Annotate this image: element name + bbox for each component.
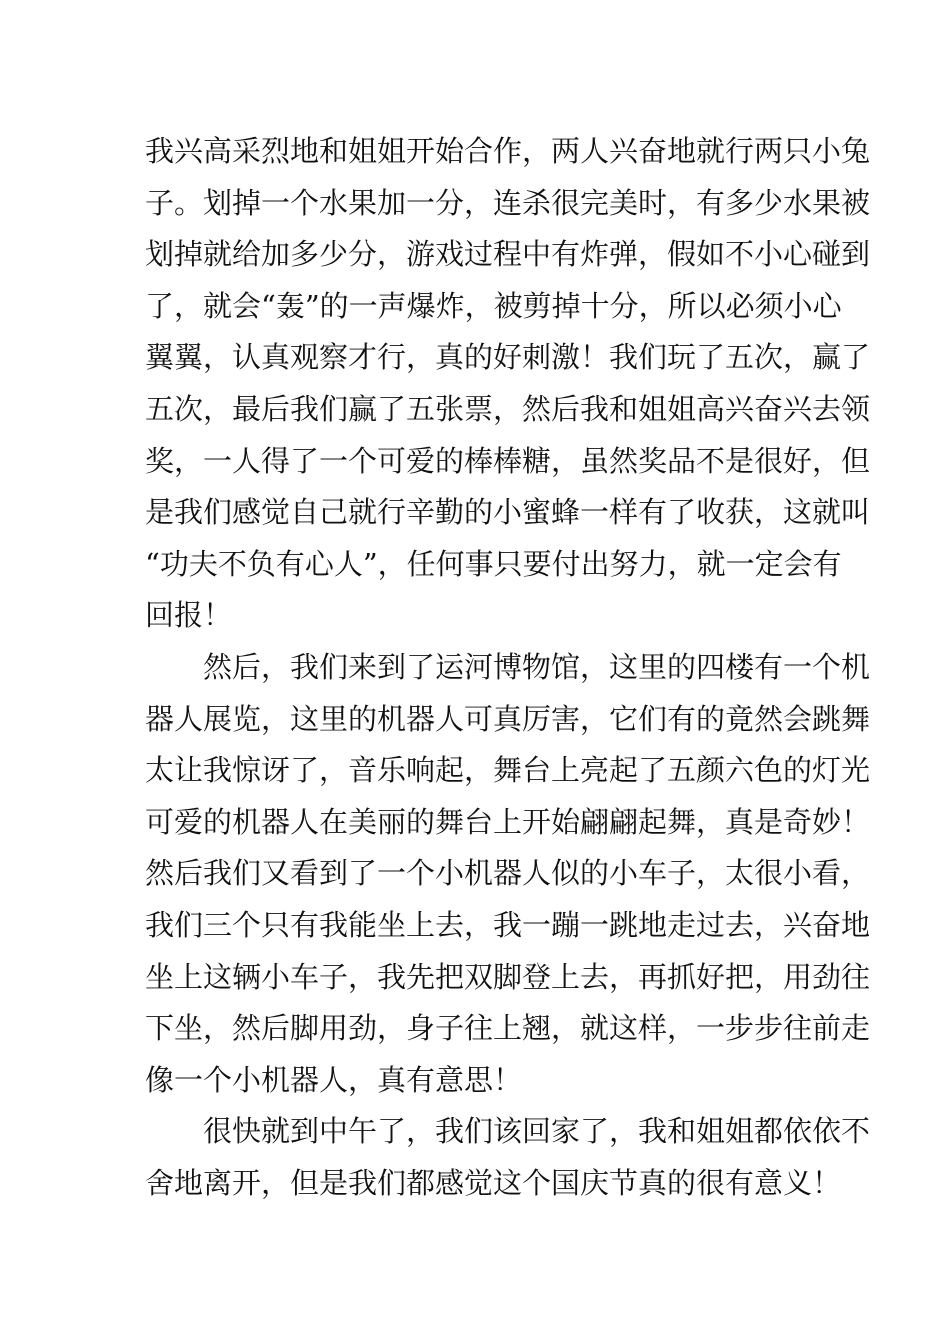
text-line: 下坐，然后脚用劲，身子往上翘，就这样，一步步往前走 <box>145 1011 871 1046</box>
text-line: 奖，一人得了一个可爱的棒棒糖，虽然奖品不是很好，但 <box>145 443 871 478</box>
body-text <box>145 126 871 1209</box>
text-line: 像一个小机器人，真有意思！ <box>145 1062 523 1097</box>
text-line: 很快就到中午了，我们该回家了，我和姐姐都依依不 <box>203 1114 871 1149</box>
text-line: 我们三个只有我能坐上去，我一蹦一跳地走过去，兴奋地 <box>145 907 871 942</box>
text-line: 然后，我们来到了运河博物馆，这里的四楼有一个机 <box>203 649 871 684</box>
text-line: 五次，最后我们赢了五张票，然后我和姐姐高兴奋兴去领 <box>145 391 871 426</box>
text-line: 可爱的机器人在美丽的舞台上开始翩翩起舞，真是奇妙！ <box>145 804 871 839</box>
text-line: 了，就会“轰”的一声爆炸，被剪掉十分，所以必须小心 <box>145 288 842 323</box>
text-line: 坐上这辆小车子，我先把双脚登上去，再抓好把，用劲往 <box>145 959 871 994</box>
text-line: 划掉就给加多少分，游戏过程中有炸弹，假如不小心碰到 <box>145 237 871 272</box>
text-line: 我兴高采烈地和姐姐开始合作，两人兴奋地就行两只小兔 <box>145 134 871 168</box>
text-line: “功夫不负有心人”，任何事只要付出努力，就一定会有 <box>145 546 842 581</box>
text-line: 子。划掉一个水果加一分，连杀很完美时，有多少水果被 <box>145 185 871 220</box>
text-line: 翼翼，认真观察才行，真的好刺激！我们玩了五次，赢了 <box>145 340 871 375</box>
text-line: 然后我们又看到了一个小机器人似的小车子，太很小看， <box>145 856 871 891</box>
text-line: 器人展览，这里的机器人可真厉害，它们有的竟然会跳舞 <box>145 701 871 736</box>
text-line: 回报！ <box>145 598 233 633</box>
text-line: 是我们感觉自己就行辛勤的小蜜蜂一样有了收获，这就叫 <box>145 495 871 530</box>
text-line: 舍地离开，但是我们都感觉这个国庆节真的很有意义！ <box>145 1165 842 1200</box>
text-line: 太让我惊讶了，音乐响起，舞台上亮起了五颜六色的灯光 <box>145 753 871 788</box>
